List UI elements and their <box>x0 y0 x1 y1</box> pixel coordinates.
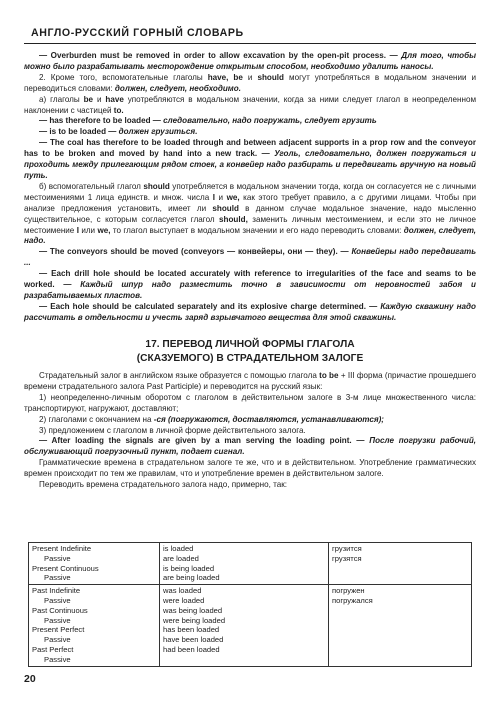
paragraph-translate-intro: Переводить времена страдательного залога надо, примерно, так: <box>39 480 288 490</box>
table-cell-forms: was loaded were loaded was being loaded were being loaded has been loaded have been loaded had been loaded <box>160 585 329 666</box>
header-title: АНГЛО-РУССКИЙ ГОРНЫЙ СЛОВАРЬ <box>31 27 244 39</box>
table-row-past <box>29 585 472 666</box>
passive-tense-table <box>28 542 472 667</box>
body-text-passive <box>24 371 476 491</box>
paragraph-be-have: а) глаголы be и have употребляются в модальном значении, когда за ними следует глагол в неопределенном наклонении с частицей to. <box>24 94 477 115</box>
section-heading-line2: (СКАЗУЕМОГО) В СТРАДАТЕЛЬНОМ ЗАЛОГЕ <box>136 353 364 364</box>
section-heading-line1: 17. ПЕРЕВОД ЛИЧНОЙ ФОРМЫ ГЛАГОЛА <box>145 339 355 350</box>
example-drill-hole: — Each drill hole should be located accurately with reference to irregularities of the face and seams to be worked. — Каждый шпур надо разместить точно в зависимости от неровностей забоя и разрабатываемых пластов. <box>24 269 476 300</box>
paragraph-passive-voice: Страдательный залог в английском языке образуется с помощью глагола to be + III форма (причастие прошедшего времени страдательного залога Past Participle) и переводится на русский язык: <box>24 371 476 391</box>
example-has-to-be-loaded: — has therefore to be loaded — следовательно, надо погружать, следует грузить <box>39 116 377 126</box>
example-coal: — The coal has therefore to be loaded through and between adjacent supports in a prop row and the conveyor has to be broken and moved by hand into a new track. — Уголь, следовательно, должен погружаться и проходить между прилегающим рядом стоек, а конвейер надо разбирать и передвигать вручную на новый путь. <box>24 138 477 180</box>
table-cell-translation: погружен погружался <box>329 585 472 666</box>
example-overburden: — Overburden must be removed in order to allow excavation by the open-pit process. — Для того, чтобы можно было разрабатывать месторождение открытым способом, необходимо удалить наносы. <box>24 51 476 71</box>
table-cell-tense-names: Past Indefinite Passive Past Continuous Passive Present Perfect Passive Past Perfect Passive <box>29 585 160 666</box>
list-item-2: 2) глаголами с окончанием на -ся (погружаются, доставляются, устанавливаются); <box>39 414 384 424</box>
running-header <box>24 25 476 44</box>
example-each-hole: — Each hole should be calculated separately and its explosive charge determined. — Каждую скважину надо рассчитать в отдельности и учесть заряд взрывчатого вещества для этой скважины. <box>24 301 477 322</box>
table-row-present <box>29 543 472 585</box>
body-text-top <box>24 51 476 324</box>
example-after-loading: — After loading the signals are given by a man serving the loading point. — После погрузки рабочий, обслуживающий погрузочный пункт, подает сигнал. <box>24 436 477 457</box>
table-cell-tense-names: Present Indefinite Passive Present Continuous Passive <box>29 543 160 585</box>
list-item-3: 3) предложением с глаголом в личной форме действительного залога. <box>39 425 306 435</box>
section-heading <box>24 338 476 366</box>
table-cell-translation: грузится грузятся <box>329 543 472 585</box>
list-item-1: 1) неопределенно-личным оборотом с глаголом в действительном залоге в 3-м лице множественного числа: транспортируют, нагружают, доставляют; <box>24 392 476 413</box>
example-conveyors: — The conveyors should be moved (conveyors — конвейеры, они — they). — Конвейеры надо передвигать ... <box>24 247 477 268</box>
example-is-to-be-loaded: — is to be loaded — должен грузиться. <box>39 127 198 137</box>
table-cell-forms: is loaded are loaded is being loaded are being loaded <box>160 543 329 585</box>
paragraph-tenses: Грамматические времена в страдательном залоге те же, что и в действительном. Употребление грамматических времен происходит по тем же правилам, что и употребление времен в действительном залоге. <box>24 458 476 479</box>
paragraph-modal-verbs: 2. Кроме того, вспомогательные глаголы have, be и should могут употребляться в модальном значении и переводиться словами: должен, следует, необходимо. <box>24 72 477 93</box>
paragraph-should: б) вспомогательный глагол should употребляется в модальном значении тогда, когда он согласуется не с личными местоимениями 1 лица единств. и множ. числа I и we, как этого требует правило, а с другими лицами. Чтобы при анализе предложения установить, имеет ли should в данном случае модальное значение, надо мысленно существительное, с которым согласуется глагол should, заменить личным местоимением, и если это не личное местоимение I или we, то глагол выступает в модальном значении и его надо переводить словами: должен, следует, надо. <box>24 181 477 246</box>
page-number: 20 <box>24 673 36 685</box>
